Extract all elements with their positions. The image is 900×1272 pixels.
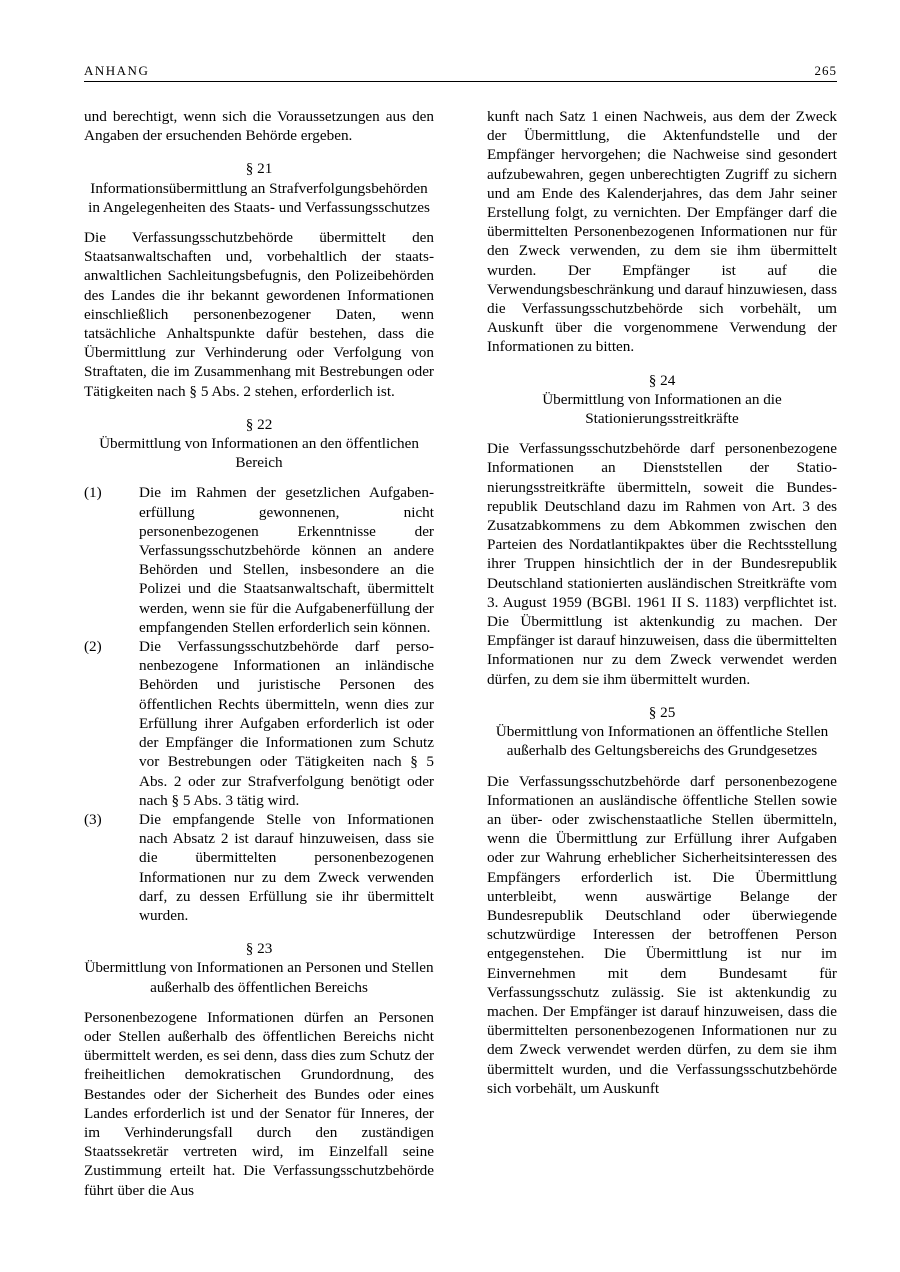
section-title: Übermittlung von Informationen an die Stationierungsstreitkräfte — [542, 390, 782, 428]
paragraph-item — [84, 483, 434, 637]
section-23-heading — [84, 939, 434, 997]
section-21-body: Die Verfassungsschutzbehörde übermittelt den Staatsanwaltschaften und, vorbehaltlich der staatsanwaltlichen Sachleitungsbefugnis, den Polizeibehörden des Landes die ihr bekannt gewordenen Informationen einschließlich personenbezogener Daten, wenn tatsächliche Anhaltspunkte dafür bestehen, dass die Übermittlung zur Verhinderung oder Verfolgung von Straftaten, die im Zusammenhang mit Bestrebungen oder Tätigkeiten nach § 5 Abs. 2 stehen, erforderlich ist. — [84, 229, 434, 400]
item-number: (1) — [84, 484, 102, 502]
section-25-body: Die Verfassungsschutzbehörde darf personenbezogene Informationen an ausländische öffentliche Stellen sowie an über- oder zwischenstaatliche Stellen übermitteln, wenn die Übermittlung zur Erfüllung ihrer Aufgaben oder zur Wahrung erheblicher Sicherheitsinteressen des Empfängers erforderlich ist. Die Übermittlung unterbleibt, wenn auswärtige Belange der Bundesrepublik Deutschland oder überwiegende schutzwürdige Interessen der betroffenen Person entgegenstehen. Die Übermittlung ist nur im Einvernehmen mit dem Bundesamt für Verfassungsschutz zulässig. Sie ist aktenkundig zu machen. Der Empfänger ist darauf hinzuweisen, dass die übermittelten personenbezogenen Informationen nur zu dem Zweck verwendet werden dürfen, zu dem sie ihm übermittelt wurden, und die Verfassungsschutzbehörde sich vorbehält, um Auskunft — [487, 772, 837, 1097]
intro-paragraph: und berechtigt, wenn sich die Voraussetzungen aus den Angaben der ersuchenden Behörde ergeben. — [84, 108, 434, 145]
section-24-body: Die Verfassungsschutzbehörde darf personenbezogene Informationen an Dienststellen der Stationierungsstreitkräfte übermitteln, soweit die Bundesrepublik Deutschland dazu im Rahmen von Art. 3 des Zusatzabkommens zu dem Abkommen zwischen den Parteien des Nordatlantikpaktes über die Rechtsstellung ihrer Truppen hinsichtlich der in der Bundesrepublik Deutschland stationierten ausländischen Streitkräfte vom 3. August 1959 (BGBl. 1961 II S. 1183) verpflichtet ist. Die Übermittlung ist aktenkundig zu machen. Der Empfänger ist darauf hinzuweisen, dass die übermittelten Informationen nur zu dem Zweck verwendet werden dürfen, zu dem sie ihm übermittelt wurden. — [487, 440, 837, 688]
section-number: § 22 — [245, 415, 273, 433]
right-column — [487, 107, 837, 1098]
section-number: § 21 — [245, 160, 273, 178]
page-header — [84, 63, 837, 82]
section-title: Übermittlung von Informationen an öffentliche Stellen außerhalb des Geltungsbereichs des Grundgesetzes — [495, 723, 829, 760]
left-column — [84, 107, 434, 1200]
section-number: § 25 — [648, 703, 676, 721]
section-22-heading — [84, 415, 434, 473]
running-header-title: ANHANG — [84, 63, 150, 78]
section-title: Übermittlung von Informationen an den öffentlichen Bereich — [99, 435, 419, 472]
item-text: Die empfangende Stelle von Informationen nach Absatz 2 ist darauf hinzuweisen, dass sie die übermittelten personenbezogenen Informationen nur zu dem Zweck verwenden darf, zu dessen Erfüllung sie ihr übermittelt wurden. — [139, 810, 434, 924]
item-text: Die im Rahmen der gesetzlichen Aufgabenerfüllung gewonnenen, nicht personenbezogenen Erkenntnisse der Verfassungsschutzbehörde können an andere Behörden und Stellen, insbesondere an die Polizei und die Staatsanwaltschaft, übermittelt werden, wenn sie für die Aufgabenerfüllung der empfangenden Stellen erforderlich sein können. — [139, 484, 434, 636]
section-23-body: Personenbezogene Informationen dürfen an Personen oder Stellen außerhalb des öffentlichen Bereichs nicht übermittelt werden, es sei denn, dass dies zum Schutz der freiheitlichen demokratischen Grundordnung, des Bestandes oder der Sicherheit des Bundes oder eines Landes erforderlich ist und der Senator für Inneres, der im Verhinderungsfall durch den zuständigen Staatssekretär vertreten wird, im Einzelfall seine Zustimmung erteilt hat. Die Verfassungsschutzbehörde führt über die Aus — [84, 1008, 434, 1199]
page-number: 265 — [814, 63, 837, 78]
section-number: § 24 — [648, 371, 676, 389]
section-24-heading — [487, 371, 837, 429]
section-23-continuation: kunft nach Satz 1 einen Nachweis, aus dem der Zweck der Übermittlung, die Aktenfundstelle und der Empfänger hervorgehen; die Nachweise sind gesondert aufzubewahren, gegen unberechtigten Zugriff zu sichern und am Ende des Kalenderjahres, das dem Jahr seiner Erstellung folgt, zu vernichten. Der Empfänger darf die übermittelten Personenbezogenen Informationen nur für den Zweck verwenden, zu dem sie ihm übermittelt wurden. Der Empfänger ist auf die Verwendungsbeschränkung und darauf hinzuwiesen, dass die Verfassungsschutzbehörde sich vorbehält, um Auskunft über die vorgenommene Verwendung der Informationen zu bitten. — [487, 108, 837, 356]
paragraph-item — [84, 810, 434, 925]
section-title: Übermittlung von Informationen an Personen und Stellen außerhalb des öffentlichen Bereichs — [84, 959, 434, 996]
section-title: Informationsübermittlung an Strafverfolgungsbehörden in Angelegenheiten des Staats- und Verfassungsschutzes — [88, 179, 430, 216]
item-text: Die Verfassungsschutzbehörde darf personenbezogene Informationen an inländische Behörden und juristische Personen des öffentlichen Rechts übermitteln, wenn dies zur Erfüllung ihrer Aufgaben erforderlich ist oder der Empfänger die Informationen zum Schutz vor Bestrebungen oder Tätigkeiten nach § 5 Abs. 2 oder zur Strafverfolgung benötigt oder nach § 5 Abs. 3 tätig wird. — [139, 638, 434, 809]
section-21-heading — [84, 159, 434, 217]
item-number: (3) — [84, 810, 102, 828]
paragraph-item — [84, 637, 434, 810]
section-25-heading — [487, 703, 837, 761]
section-number: § 23 — [245, 940, 273, 958]
item-number: (2) — [84, 638, 102, 656]
